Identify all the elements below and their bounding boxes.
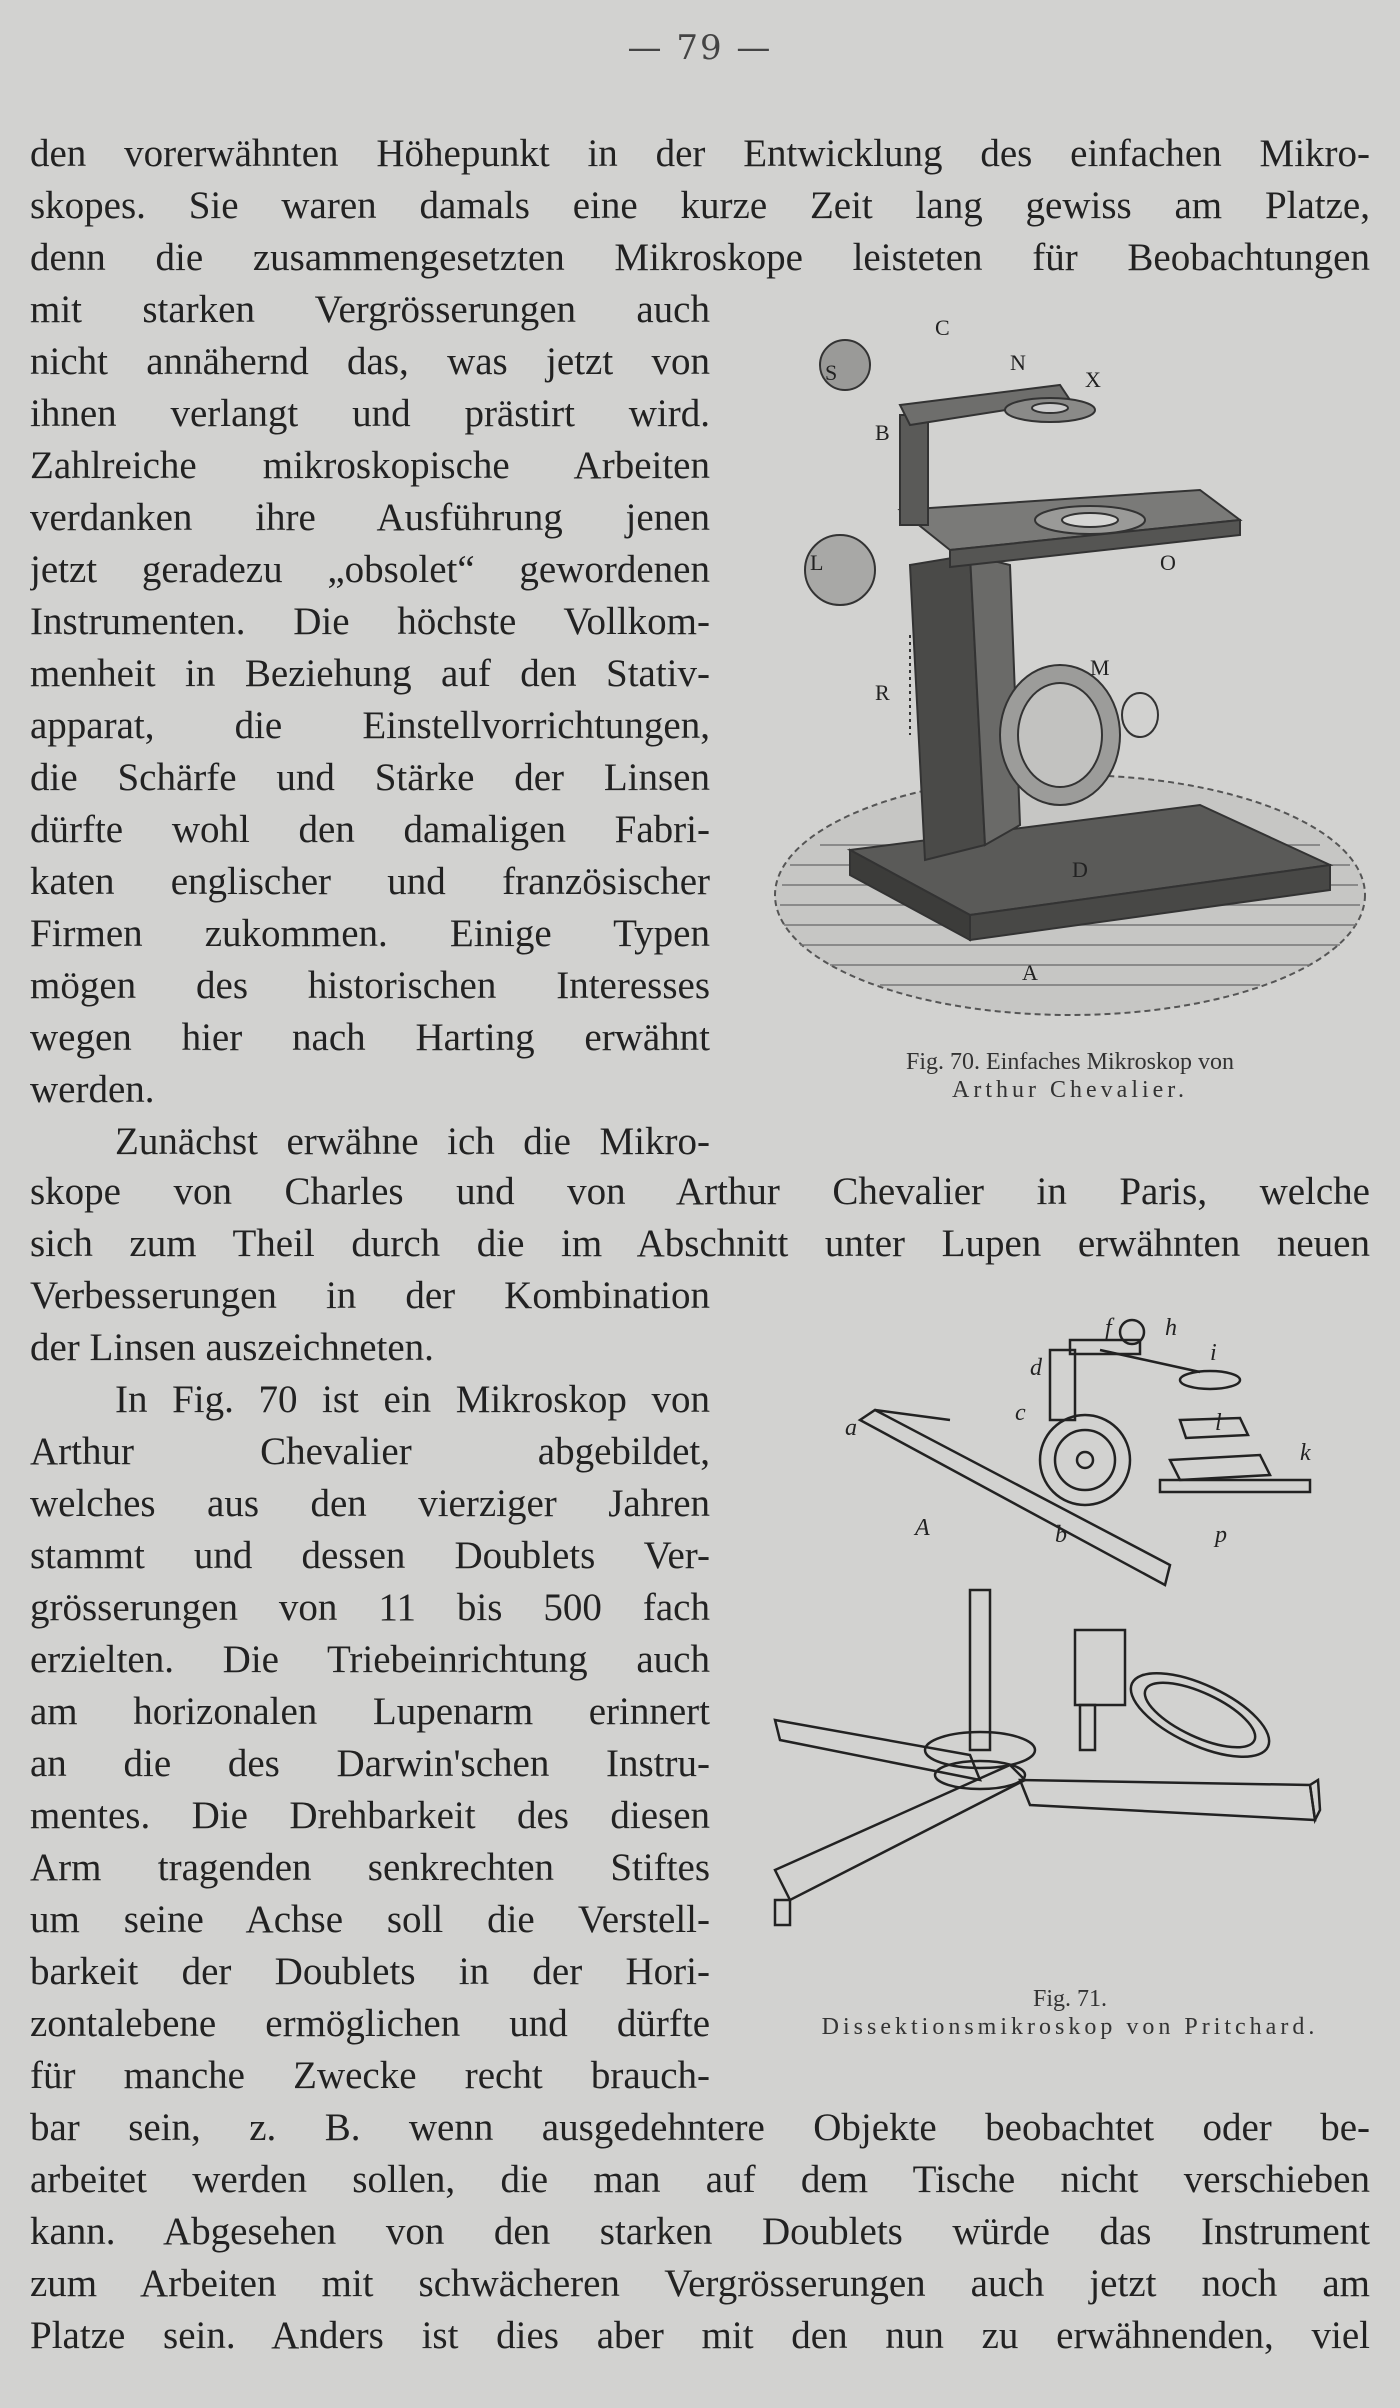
text-line: Arm tragenden senkrechten Stiftes [30,1846,710,1889]
text-line: der Linsen auszeichneten. [30,1326,434,1369]
fig70-label-b: B [875,420,890,445]
text-line: skope von Charles und von Arthur Chevalier in Paris, welche [30,1170,1370,1213]
figure-71-caption [770,1985,1370,2041]
figure-71-caption-line-1: Fig. 71. [1032,1986,1107,2012]
text-line: um seine Achse soll die Verstell- [30,1898,710,1941]
text-line: welches aus den vierziger Jahren [30,1482,710,1525]
figure-71-dissecting-microscope-illustration [770,1310,1330,1970]
fig71-label-p: p [1215,1522,1227,1548]
text-line: Firmen zukommen. Einige Typen [30,912,710,955]
figure-70-caption [770,1048,1370,1104]
text-line: mögen des historischen Interesses [30,964,710,1007]
text-line: erzielten. Die Triebeinrichtung auch [30,1638,710,1681]
text-line: stammt und dessen Doublets Ver- [30,1534,710,1577]
text-line: kann. Abgesehen von den starken Doublets würde das Instrument [30,2210,1370,2253]
text-line: Verbesserungen in der Kombination [30,1274,710,1317]
fig70-label-d: D [1072,857,1088,882]
text-line: ihnen verlangt und prästirt wird. [30,392,710,435]
figure-70-caption-line-1: Fig. 70. Einfaches Mikroskop von [906,1049,1234,1075]
text-line: zum Arbeiten mit schwächeren Vergrösserungen auch jetzt noch am [30,2262,1370,2305]
fig70-label-n: N [1010,350,1026,375]
text-line: mentes. Die Drehbarkeit des diesen [30,1794,710,1837]
fig71-label-d: d [1030,1355,1042,1381]
fig70-label-c: C [935,315,950,340]
page-number: — 79 — [627,28,773,68]
text-line: am horizonalen Lupenarm erinnert [30,1690,710,1733]
text-line: die Schärfe und Stärke der Linsen [30,756,710,799]
text-line: an die des Darwin'schen Instru- [30,1742,710,1785]
text-line: barkeit der Doublets in der Hori- [30,1950,710,1993]
text-line: In Fig. 70 ist ein Mikroskop von [115,1378,710,1421]
text-line: grösserungen von 11 bis 500 fach [30,1586,710,1629]
fig70-label-o: O [1160,550,1176,575]
text-line: mit starken Vergrösserungen auch [30,288,710,331]
text-line: bar sein, z. B. wenn ausgedehntere Objekte beobachtet oder be- [30,2106,1370,2149]
text-line: dürfte wohl den damaligen Fabri- [30,808,710,851]
figure-71-caption-line-2: Dissektionsmikroskop von Pritchard. [821,2014,1319,2040]
text-line: menheit in Beziehung auf den Stativ- [30,652,710,695]
text-line: apparat, die Einstellvorrichtungen, [30,704,710,747]
text-line: sich zum Theil durch die im Abschnitt unter Lupen erwähnten neuen [30,1222,1370,1265]
text-line: Zunächst erwähne ich die Mikro- [115,1120,710,1163]
text-line: für manche Zwecke recht brauch- [30,2054,710,2097]
fig70-label-r: R [875,680,890,705]
fig70-label-a: A [1022,960,1038,985]
text-line: Instrumenten. Die höchste Vollkom- [30,600,710,643]
figure-70-caption-line-2: Arthur Chevalier. [952,1077,1188,1103]
text-line: skopes. Sie waren damals eine kurze Zeit lang gewiss am Platze, [30,184,1370,227]
text-line: Arthur Chevalier abgebildet, [30,1430,710,1473]
fig70-label-s: S [825,360,838,385]
text-line: katen englischer und französischer [30,860,710,903]
text-line: denn die zusammengesetzten Mikroskope leisteten für Beobachtungen [30,236,1370,279]
text-line: zontalebene ermöglichen und dürfte [30,2002,710,2045]
fig71-label-a-upper: A [915,1515,930,1541]
fig70-label-x: X [1085,367,1101,392]
fig71-label-i: i [1210,1340,1217,1366]
text-line: Platze sein. Anders ist dies aber mit den nun zu erwähnenden, viel [30,2314,1370,2357]
text-line: Zahlreiche mikroskopische Arbeiten [30,444,710,487]
text-line: nicht annähernd das, was jetzt von [30,340,710,383]
fig71-label-k: k [1300,1440,1311,1466]
fig71-label-h: h [1165,1315,1177,1341]
fig70-label-l: L [810,550,824,575]
text-line: arbeitet werden sollen, die man auf dem Tische nicht verschieben [30,2158,1370,2201]
fig70-label-m: M [1090,655,1110,680]
fig71-label-f: f [1105,1315,1112,1341]
text-line: wegen hier nach Harting erwähnt [30,1016,710,1059]
fig71-label-a: a [845,1415,857,1441]
fig71-label-b: b [1055,1522,1067,1548]
text-line: den vorerwähnten Höhepunkt in der Entwicklung des einfachen Mikro- [30,132,1370,175]
figure-70-microscope-illustration [770,305,1370,1035]
fig71-label-c: c [1015,1400,1026,1426]
text-line: verdanken ihre Ausführung jenen [30,496,710,539]
fig71-label-l: l [1215,1410,1222,1436]
text-line: jetzt geradezu „obsolet“ gewordenen [30,548,710,591]
text-line: werden. [30,1068,155,1111]
